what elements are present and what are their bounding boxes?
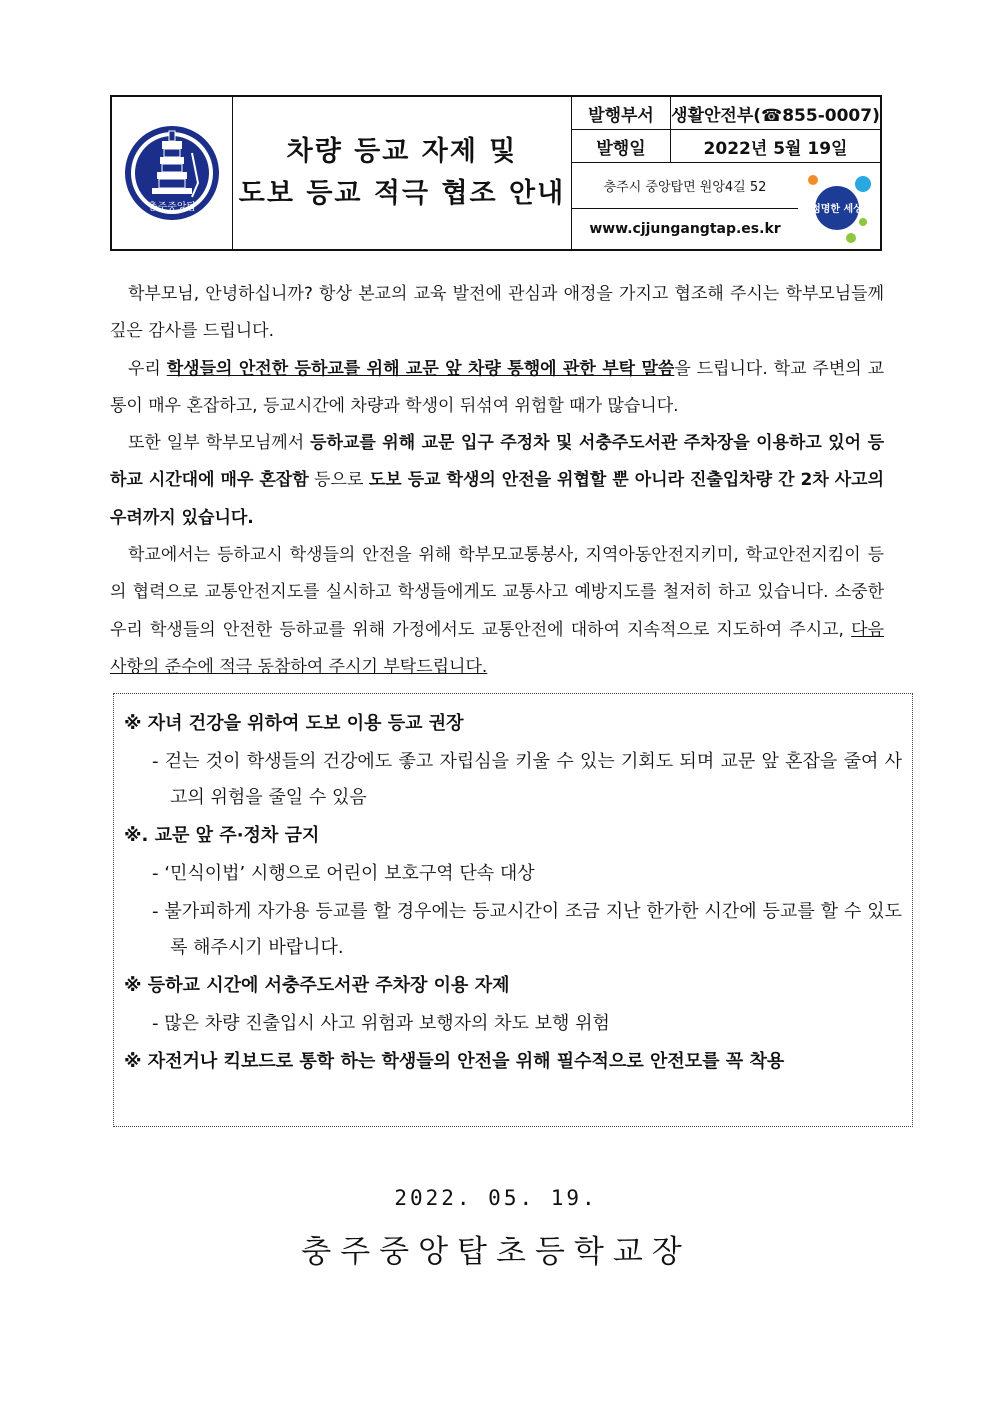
date-row: [572, 130, 880, 163]
emphasis-request: 학생들의 안전한 등하교를 위해 교문 앞 차량 통행에 관한 부탁 말씀: [166, 358, 675, 379]
slogan-mascot: [798, 163, 880, 249]
slogan-logo-icon: [801, 166, 877, 246]
issue-date: 2022. 05. 19.: [394, 1186, 598, 1210]
emphasis-congestion: 등하교를 위해 교문 입구 주정차 및 서충주도서관 주차장을 이용하고 있어 등하교 시간대에 매우 혼잡함: [110, 433, 885, 491]
paragraph-greeting: 학부모님, 안녕하십니까? 항상 본교의 교육 발전에 관심과 애정을 가지고 협조해 주시는 학부모님들께 깊은 감사를 드립니다.: [110, 284, 884, 342]
notice-item: - 많은 차량 진출입시 사고 위험과 보행자의 차도 보행 위험: [152, 1013, 610, 1034]
notice-heading-helmet: ※ 자전거나 킥보드로 통학 하는 학생들의 안전을 위해 필수적으로 안전모를 꼭 착용: [124, 1051, 785, 1072]
notice-heading-no-parking: ※. 교문 앞 주·정차 금지: [124, 825, 320, 846]
principal-signature: 충주중앙탑초등학교장: [301, 1234, 691, 1270]
school-website[interactable]: www.cjjungangtap.es.kr: [589, 221, 781, 237]
school-logo: [112, 97, 233, 249]
notice-heading-library-parking: ※ 등하교 시간에 서충주도서관 주차장 이용 자제: [124, 975, 510, 996]
notice-item: - 불가피하게 자가용 등교를 할 경우에는 등교시간이 조금 지난 한가한 시간에 등교를 할 수 있도록 해주시기 바랍니다.: [152, 901, 902, 958]
logo-text: 충주중앙탑: [147, 202, 197, 213]
text-span: 을 드립니다. 학교 주변의 교통이 매우 혼잡하고, 등교시간에 차량과 학생이 뒤섞여 위험할 때가 많습니다.: [110, 358, 884, 416]
school-address: 충주시 중앙탑면 원앙4길 52: [572, 163, 798, 209]
title-line-2: 도보 등교 적극 협조 안내: [238, 178, 566, 209]
notice-box: [113, 693, 913, 1127]
paragraph-school-effort: [110, 537, 884, 686]
dept-row: [572, 97, 880, 130]
dept-value: 생활안전부(☎855-0007): [671, 105, 880, 126]
pagoda-logo-icon: [122, 113, 222, 233]
date-value: 2022년 5월 19일: [703, 138, 848, 159]
date-label: 발행일: [572, 130, 671, 162]
text-span: 우리: [128, 358, 167, 379]
dept-label: 발행부서: [572, 97, 671, 129]
text-span: 학교에서는 등하교시 학생들의 안전을 위해 학부모교통봉사, 지역아동안전지키미, 학교안전지킴이 등의 협력으로 교통안전지도를 실시하고 학생들에게도 교통사고 예방지도를 철저히 하고 있습니다. 소중한 우리 학생들의 안전한 등하교를 위해 가정에서도 교통안전에 대하여 지속적으로 지도하여 주시고,: [110, 545, 884, 640]
text-span: 또한 일부 학부모님께서: [128, 433, 311, 454]
document-title: [233, 97, 572, 249]
notice-item: - ‘민식이법’ 시행으로 어린이 보호구역 단속 대상: [152, 863, 535, 884]
title-line-1: 차량 등교 자제 및: [286, 136, 518, 167]
text-span: 등으로: [308, 470, 369, 491]
issue-info: [572, 97, 880, 249]
notice-heading-walking: ※ 자녀 건강을 위하여 도보 이용 등교 권장: [124, 713, 464, 734]
letter-body: [110, 276, 884, 686]
slogan-text: 청명한 세상: [811, 204, 863, 215]
contact-area: [572, 163, 880, 249]
emphasis-danger: 도보 등교 학생의 안전을 위협할 뿐 아니라 진출입차량 간 2차 사고의 우려까지 있습니다.: [110, 470, 885, 528]
notice-item: - 걷는 것이 학생들의 건강에도 좋고 자립심을 키울 수 있는 기회도 되며 교문 앞 혼잡을 줄여 사고의 위험을 줄일 수 있음: [152, 751, 902, 808]
header-table: [110, 95, 882, 251]
paragraph-request: [110, 351, 884, 426]
emphasis-compliance: 다음 사항의 준수에 적극 동참하여 주시기 부탁드립니다.: [110, 619, 884, 677]
paragraph-problem: [110, 425, 884, 537]
